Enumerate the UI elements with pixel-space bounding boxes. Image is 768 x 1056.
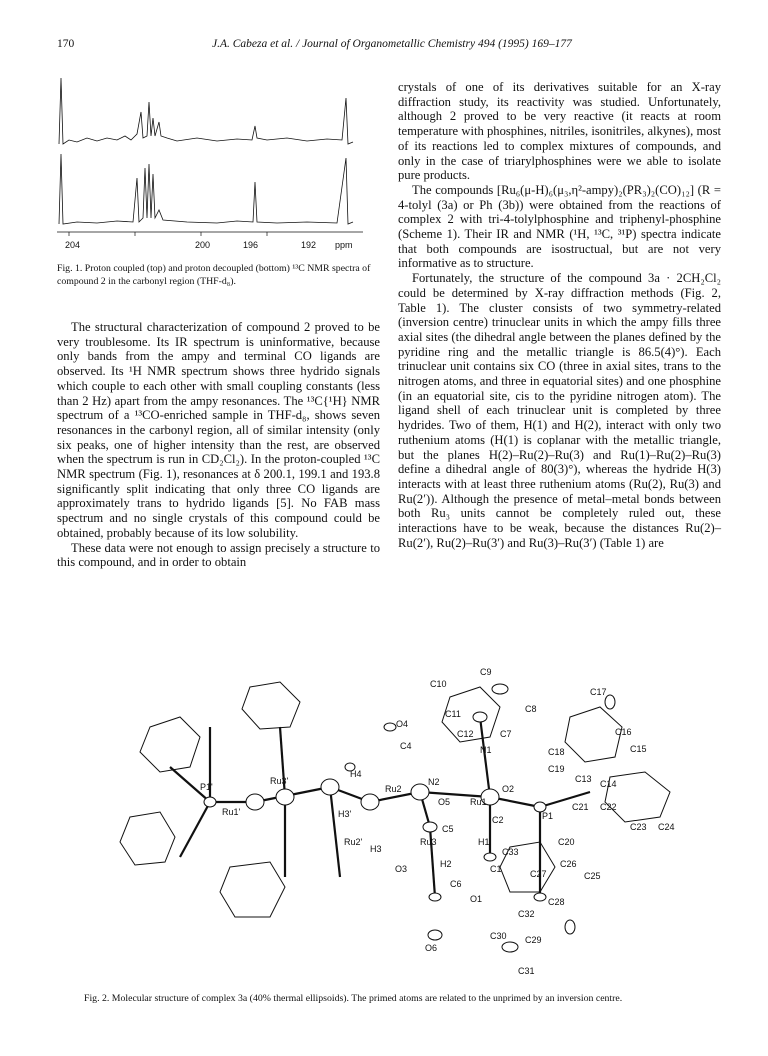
atom-label: O5 (438, 797, 451, 807)
atom-label: C9 (480, 667, 492, 677)
atom-label: C25 (584, 871, 601, 881)
atom-label: C5 (442, 824, 454, 834)
atom-label: C15 (630, 744, 647, 754)
atom-label: Ru3' (270, 776, 289, 786)
atom-label: C18 (548, 747, 565, 757)
paragraph: The compounds [Ru₆(μ-H)₆(μ₃,η²-ampy)₂(PR₃)₂(CO)₁₂] (R = 4-tolyl (3a) or Ph (3b)) were obtained from the reactions of complex 2 with tri-4-tolylphosphine and triphenyl-phosphine (Scheme 1). Their IR and NMR (¹H, ¹³C, ³¹P) spectra indicate that both compounds are isostructual, but are not very informative as to structure. (398, 182, 721, 271)
atom-label: Ru2' (344, 837, 363, 847)
tick-label: 192 (301, 240, 317, 250)
atom-label: O3 (395, 864, 408, 874)
page-header (0, 38, 768, 54)
tick-label: 196 (243, 240, 259, 250)
atom-label: C20 (558, 837, 575, 847)
tick-label: 200 (195, 240, 211, 250)
figure2-caption: Fig. 2. Molecular structure of complex 3a (40% thermal ellipsoids). The primed atoms are related to the unprimed by an inversion centre. (84, 993, 623, 1004)
atom-label: P1 (542, 811, 554, 821)
atom-label: C14 (600, 779, 617, 789)
atom-label: C2 (492, 815, 504, 825)
atom-label: C33 (502, 847, 519, 857)
atom-label: C28 (548, 897, 565, 907)
atom-label: C30 (490, 931, 507, 941)
paragraph: Fortunately, the structure of the compound 3a · 2CH₂Cl₂ could be determined by X-ray diffraction methods (Fig. 2, Table 1). The cluster consists of two symmetry-related (inversion centre) trinuclear units in which the ampy fills three axial sites (the dihedral angle between the planes defined by the pyridine ring and the metallic triangle is 86.5(4)°). Each trinuclear unit contains six CO (three in axial sites, trans to the nitrogen atoms, and three in equatorial sites) and one phosphine (in an equatorial site, cis to the pyridine nitrogen atom). The ligand shell of each trinuclear unit is completed by three hydrides. Two of them, H(1) and H(2), interact with only two ruthenium atoms (H(1) is coplanar with the metallic triangle, but the planes H(2)–Ru(2)–Ru(3) and Ru(1)–Ru(2)–Ru(3) define a dihedral angle of 80(3)°), whereas the hydride H(3) interacts with at least three ruthenium atoms (Ru(2), Ru(3) and Ru(2′)). Although the presence of metal–metal bonds between both Ru₃ units cannot be completely ruled out, these interactions have to be weak, because the distances Ru(2)–Ru(2′), Ru(2)–Ru(3′) and Ru(3)–Ru(3′) (Table 1) are (398, 271, 721, 550)
journal-citation: J.A. Cabeza et al. / Journal of Organometallic Chemistry 494 (1995) 169–177 (212, 38, 572, 50)
tick-label: 204 (65, 240, 81, 250)
atom-label: C13 (575, 774, 592, 784)
atom-label: C6 (450, 879, 462, 889)
tick-label: ppm (335, 240, 353, 250)
atom-label: C8 (525, 704, 537, 714)
ring-bonds (120, 682, 670, 917)
atom-label: C11 (445, 709, 461, 719)
atom-label: O1 (470, 894, 483, 904)
atom-label: C7 (500, 729, 512, 739)
atom-label: C10 (430, 679, 447, 689)
atom-label: N1 (480, 745, 492, 755)
atom-label: O2 (502, 784, 515, 794)
atom-label: C31 (518, 966, 535, 976)
paragraph: The structural characterization of compound 2 proved to be very troublesome. Its IR spectrum is uninformative, because only bands from the ampy and terminal CO ligands are observed. Its ¹H NMR spectrum shows three hydrido signals which couple to each other with small coupling constants (less than 2 Hz) apart from the ampy resonances. The ¹³C{¹H} NMR spectrum of a ¹³CO-enriched sample in THF-d₈, shows seven resonances in the carbonyl region, all of similar intensity (only six peaks, one of higher intensity than the rest, are observed when the spectrum is run in CD₂Cl₂). In the proton-coupled ¹³C NMR spectrum (Fig. 1), resonances at δ 200.1, 199.1 and 193.8 significantly split indicating that only three CO ligands are approximately trans to hydrido ligands [5]. No FAB mass spectrum and no single crystals of this compound could be obtained, probably because of its low solubility. (57, 320, 380, 540)
atom-label: H3' (338, 809, 352, 819)
atom-labels (200, 667, 675, 976)
atom-label: N2 (428, 777, 440, 787)
atom-label: Ru2 (385, 784, 402, 794)
atom-label: C23 (630, 822, 647, 832)
atom-label: H1 (478, 837, 490, 847)
atom-label: C17 (590, 687, 607, 697)
atom-label: C26 (560, 859, 577, 869)
atom-label: C21 (572, 802, 589, 812)
atom-label: C24 (658, 822, 675, 832)
atom-label: H2 (440, 859, 452, 869)
atom-label: C32 (518, 909, 535, 919)
paragraph: These data were not enough to assign precisely a structure to this compound, and in order to obtain (57, 540, 380, 570)
atom-label: C22 (600, 802, 617, 812)
nmr-spectra-figure (57, 78, 377, 258)
atom-label: C29 (525, 935, 542, 945)
atom-label: C19 (548, 764, 565, 774)
atom-label: Ru1 (470, 797, 487, 807)
right-column (398, 80, 721, 551)
atom-label: C4 (400, 741, 412, 751)
atom-label: C16 (615, 727, 632, 737)
figure1-caption: Fig. 1. Proton coupled (top) and proton decoupled (bottom) ¹³C NMR spectra of compound 2 in the carbonyl region (THF-d₈). (57, 263, 371, 287)
proton-coupled-spectrum (59, 78, 353, 144)
atom-label: P1' (200, 782, 213, 792)
atom-label: O6 (425, 943, 438, 953)
molecular-structure-figure (70, 667, 710, 987)
atom-label: H3 (370, 844, 382, 854)
atom-label: H4 (350, 769, 362, 779)
atoms (204, 684, 615, 952)
atom-label: O4 (396, 719, 409, 729)
paragraph: crystals of one of its derivatives suitable for an X-ray diffraction study, its reactivity was studied. Unfortunately, although 2 proved to be very reactive (it reacts at room temperature with phosphines, nitriles, isonitriles, alkynes), most of its reactions led to complex mixtures of compounds, and only in the case of triarylphosphines were we able to isolate pure products. (398, 80, 721, 183)
atom-label: Ru3 (420, 837, 437, 847)
left-column (57, 320, 380, 570)
atom-label: Ru1' (222, 807, 241, 817)
atom-label: C1 (490, 864, 502, 874)
atom-label: C12 (457, 729, 474, 739)
proton-decoupled-spectrum (59, 154, 353, 224)
page-number: 170 (57, 38, 75, 50)
atom-label: C27 (530, 869, 547, 879)
